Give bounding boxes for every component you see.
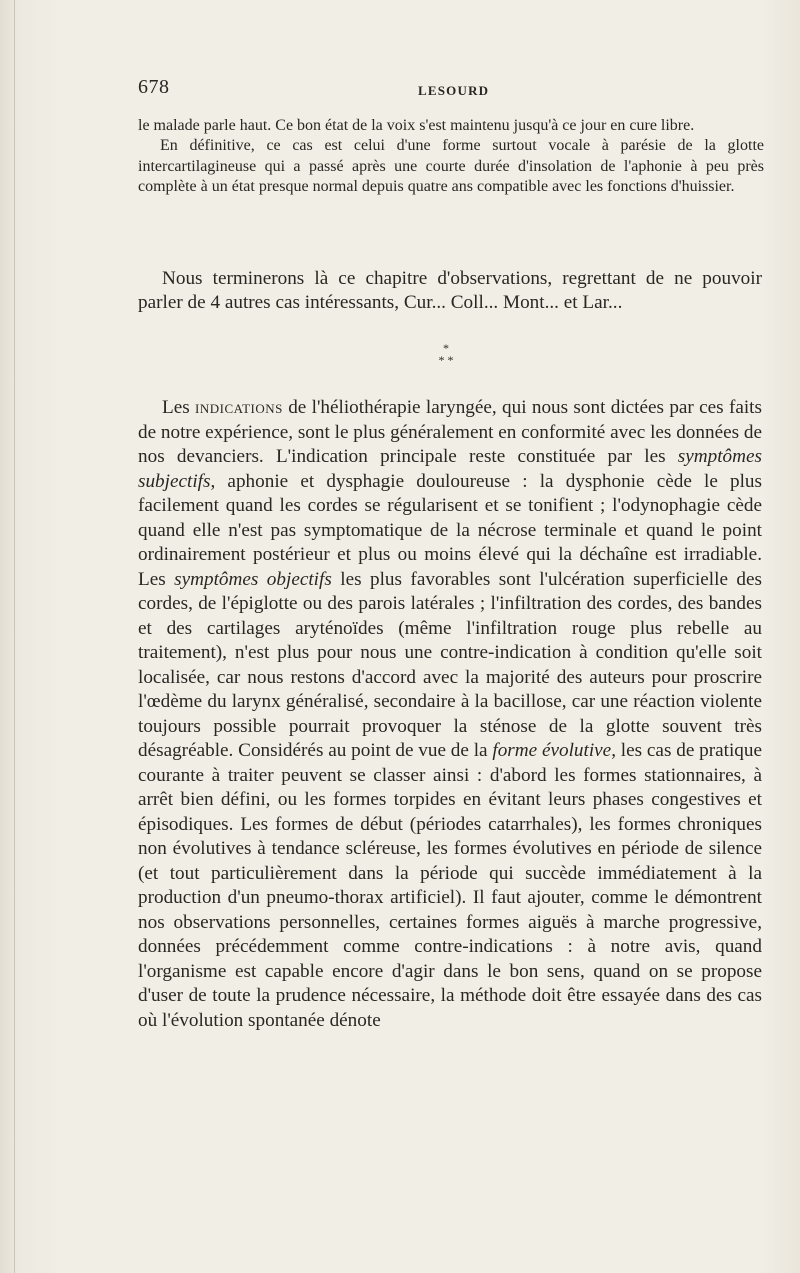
section-asterism [426, 342, 466, 366]
asterism-bottom-stars: * * [438, 353, 454, 367]
paragraph-voice-state: le malade parle haut. Ce bon état de la voix s'est maintenu jusqu'à ce jour en cure libre. [138, 117, 695, 134]
small-caps-term: indications [195, 397, 283, 418]
text-run: , aphonie et dysphagie douloureuse : la dysphonie cède le plus facilement quand les cordes se régularisent et se tonifient ; l'odynophagie cède quand elle n'est pas symptomatique de la nécrose terminale et quand le point ordinairement postérieur et plus ou moins élevé qui la déchaîne est irradiable. Les [138, 470, 762, 590]
running-head: LESOURD [418, 83, 490, 98]
indications-section [138, 396, 762, 1033]
italic-term: symptômes subjectifs [138, 446, 762, 492]
paragraph-indications [138, 396, 762, 1033]
italic-term: forme évolutive [492, 740, 612, 761]
italic-term: symptômes objectifs [174, 568, 332, 590]
text-run: les plus favorables sont l'ulcération superficielle des cordes, de l'épiglotte ou des parois latérales ; l'infiltration des cordes, des bandes et des cartilages aryténoïdes (même l'infiltration rouge plus rebelle au traitement), n'est plus pour nous une contre-indication à condition qu'elle soit localisée, car nous restons d'accord avec la majorité des auteurs pour proscrire l'œdème du larynx généralisé, secondaire à la bacillose, car une réaction violente toujours possible pourrait provoquer la sténose de la glotte souvent très désagréable. Considérés au point de vue de la [138, 568, 762, 761]
text-run: Les [162, 397, 196, 418]
page-binding-edge [14, 0, 15, 1273]
page-number: 678 [138, 76, 170, 98]
text-run: , les cas de pratique courante à traiter peuvent se classer ainsi : d'abord les formes stationnaires, à arrêt bien défini, ou les formes torpides en évitant leurs phases congestives et épisodiques. Les formes de début (périodes catarrhales), les formes chroniques non évolutives à tendance scléreuse, les formes évolutives en période de silence (et tout particulièrement dans la période qui succède immédiatement à la production d'un pneumo-thorax artificiel). Il faut ajouter, comme le démontrent nos observations personnelles, certaines formes aiguës à marche progressive, données précédemment comme contre-indications : à notre avis, quand l'organisme est capable encore d'agir dans le bon sens, quand on se propose d'user de toute la prudence nécessaire, la méthode doit être essayée dans des cas où l'évolution spontanée dénote [138, 740, 763, 1031]
paragraph-case-summary: En définitive, ce cas est celui d'une forme surtout vocale à parésie de la glotte intercartilagineuse qui a passé après une courte durée d'insolation de l'aphonie à peu près complète à un état presque normal depuis quatre ans compatible avec les fonctions d'huissier. [138, 137, 764, 196]
text-run: de l'héliothérapie laryngée, qui nous sont dictées par ces faits de notre expérience, sont le plus généralement en conformité avec les données de nos devanciers. L'indication principale reste constituée par les [138, 397, 762, 467]
observation-conclusion [138, 116, 764, 198]
chapter-closing [138, 267, 762, 315]
asterism-top-star: * [443, 341, 449, 355]
paragraph-chapter-closing: Nous terminerons là ce chapitre d'observations, regrettant de ne pouvoir parler de 4 autres cas intéressants, Cur... Coll... Mont... et Lar... [138, 268, 762, 314]
